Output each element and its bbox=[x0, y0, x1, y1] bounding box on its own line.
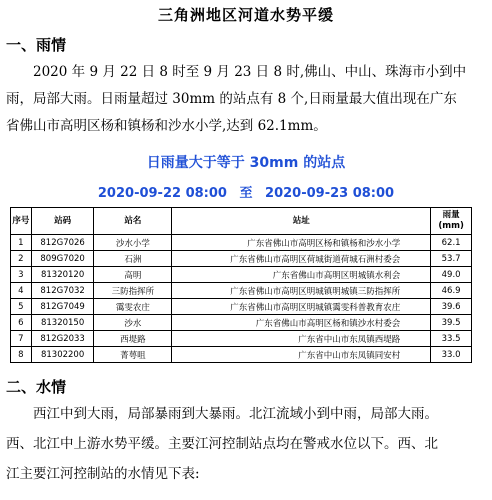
cell-index: 3 bbox=[11, 267, 32, 283]
rain-paragraph-line-2: 雨，局部大雨。日雨量超过 30mm 的站点有 8 个,日雨量最大值出现在广东 bbox=[6, 91, 457, 107]
cell-code: 812G2033 bbox=[31, 331, 94, 347]
cell-code: 809G7020 bbox=[31, 251, 94, 267]
water-paragraph-line-3: 江主要江河控制站的水情见下表: bbox=[6, 466, 200, 482]
cell-rainfall: 46.9 bbox=[431, 283, 472, 299]
cell-address: 广东省佛山市高明区杨和镇沙水村委会 bbox=[172, 315, 431, 331]
cell-rainfall: 49.0 bbox=[431, 267, 472, 283]
cell-name: 沙水 bbox=[94, 315, 172, 331]
cell-index: 1 bbox=[11, 235, 32, 251]
table-row bbox=[11, 283, 472, 299]
cell-index: 2 bbox=[11, 251, 32, 267]
header-rainfall: 雨量(mm) bbox=[431, 208, 472, 235]
rain-paragraph-line-3: 省佛山市高明区杨和镇杨和沙水小学,达到 62.1mm。 bbox=[6, 118, 327, 134]
date-range-separator: 至 bbox=[239, 186, 253, 201]
header-station-address: 站址 bbox=[172, 208, 431, 235]
table-row bbox=[11, 331, 472, 347]
cell-index: 5 bbox=[11, 299, 32, 315]
cell-rainfall: 39.6 bbox=[431, 299, 472, 315]
table-row bbox=[11, 267, 472, 283]
rain-paragraph-line-1: 2020 年 9 月 22 日 8 时至 9 月 23 日 8 时,佛山、中山、珠海市小到中 bbox=[33, 64, 467, 80]
cell-code: 81302200 bbox=[31, 347, 94, 363]
section-heading-water: 二、水情 bbox=[6, 378, 67, 396]
cell-rainfall: 33.0 bbox=[431, 347, 472, 363]
date-range bbox=[0, 182, 492, 201]
cell-rainfall: 33.5 bbox=[431, 331, 472, 347]
cell-code: 812G7049 bbox=[31, 299, 94, 315]
cell-address: 广东省中山市东凤镇同安村 bbox=[172, 347, 431, 363]
cell-name: 三防指挥所 bbox=[94, 283, 172, 299]
table-row bbox=[11, 251, 472, 267]
cell-rainfall: 39.5 bbox=[431, 315, 472, 331]
water-paragraph-line-2: 西、北江中上游水势平缓。主要江河控制站点均在警戒水位以下。西、北 bbox=[6, 436, 438, 452]
table-header-row bbox=[11, 208, 472, 235]
cell-index: 7 bbox=[11, 331, 32, 347]
table-row bbox=[11, 347, 472, 363]
cell-address: 广东省中山市东凤镇西堤路 bbox=[172, 331, 431, 347]
water-paragraph-line-1: 西江中到大雨，局部暴雨到大暴雨。北江流域小到中雨，局部大雨。 bbox=[33, 406, 438, 422]
cell-code: 812G7032 bbox=[31, 283, 94, 299]
cell-address: 广东省佛山市高明区明城镇明城镇三防指挥所 bbox=[172, 283, 431, 299]
cell-index: 6 bbox=[11, 315, 32, 331]
cell-rainfall: 62.1 bbox=[431, 235, 472, 251]
date-range-to: 2020-09-23 08:00 bbox=[265, 186, 395, 201]
cell-code: 81320150 bbox=[31, 315, 94, 331]
date-range-from: 2020-09-22 08:00 bbox=[97, 186, 227, 201]
cell-index: 4 bbox=[11, 283, 32, 299]
table-row bbox=[11, 299, 472, 315]
cell-name: 沙水小学 bbox=[94, 235, 172, 251]
rainfall-stations-table bbox=[10, 207, 472, 363]
cell-address: 广东省佛山市高明区明城镇水利会 bbox=[172, 267, 431, 283]
cell-address: 广东省佛山市高明区明城镇霭雯科普教育农庄 bbox=[172, 299, 431, 315]
cell-name: 石洲 bbox=[94, 251, 172, 267]
cell-rainfall: 53.7 bbox=[431, 251, 472, 267]
cell-name: 高明 bbox=[94, 267, 172, 283]
cell-name: 西堤路 bbox=[94, 331, 172, 347]
table-row bbox=[11, 315, 472, 331]
section-heading-rain: 一、雨情 bbox=[6, 36, 67, 54]
table-title: 日雨量大于等于 30mm 的站点 bbox=[146, 155, 346, 171]
header-station-name: 站名 bbox=[94, 208, 172, 235]
document-title: 三角洲地区河道水势平缓 bbox=[157, 6, 334, 24]
cell-address: 广东省佛山市高明区杨和镇杨和沙水小学 bbox=[172, 235, 431, 251]
header-station-code: 站码 bbox=[31, 208, 94, 235]
cell-name: 菁萼咀 bbox=[94, 347, 172, 363]
cell-address: 广东省佛山市高明区荷城街道荷城石洲村委会 bbox=[172, 251, 431, 267]
cell-code: 812G7026 bbox=[31, 235, 94, 251]
cell-name: 霭雯农庄 bbox=[94, 299, 172, 315]
cell-code: 81320120 bbox=[31, 267, 94, 283]
table-row bbox=[11, 235, 472, 251]
cell-index: 8 bbox=[11, 347, 32, 363]
header-index: 序号 bbox=[11, 208, 32, 235]
